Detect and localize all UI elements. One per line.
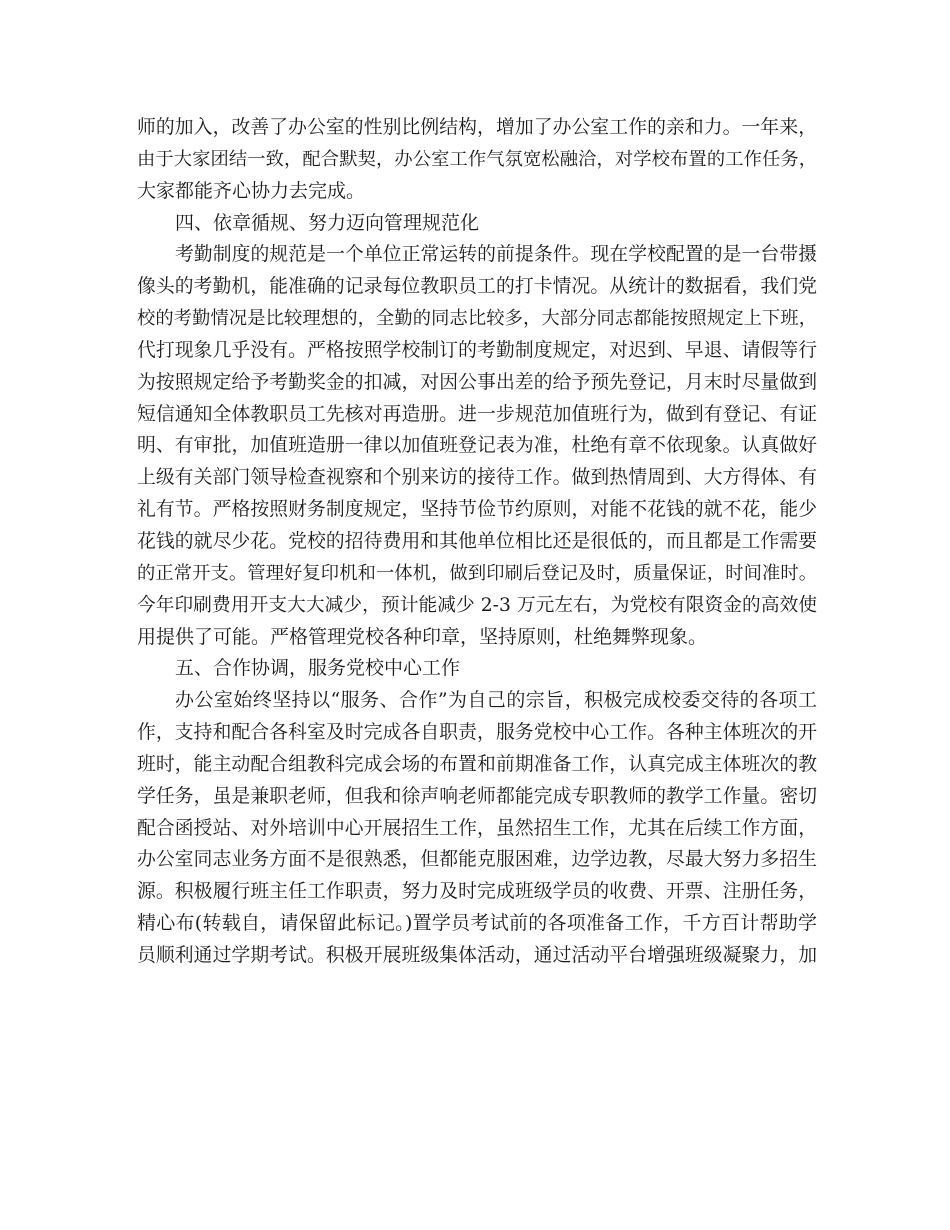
section-heading: 四、依章循规、努力迈向管理规范化: [175, 211, 480, 234]
text-line: 上级有关部门领导检查视察和个别来访的接待工作。做到热情周到、大方得体、有: [137, 467, 817, 489]
text-line: 明、有审批，加值班造册一律以加值班登记表为准，杜绝有章不依现象。认真做好: [137, 435, 817, 457]
text-line: 作，支持和配合各科室及时完成各自职责，服务党校中心工作。各种主体班次的开: [137, 722, 817, 744]
text-line: 校的考勤情况是比较理想的，全勤的同志比较多，大部分同志都能按照规定上下班，: [137, 308, 817, 330]
text-line: 考勤制度的规范是一个单位正常运转的前提条件。现在学校配置的是一台带摄: [175, 244, 817, 266]
text-line: 为按照规定给予考勤奖金的扣减，对因公事出差的给予预先登记，月末时尽量做到: [137, 371, 817, 393]
text-line: 源。积极履行班主任工作职责，努力及时完成班级学员的收费、开票、注册任务，: [137, 881, 817, 903]
section-heading: 五、合作协调，服务党校中心工作: [175, 657, 461, 680]
text-line: 花钱的就尽少花。党校的招待费用和其他单位相比还是很低的，而且都是工作需要: [137, 530, 817, 552]
text-line: 礼有节。严格按照财务制度规定，坚持节俭节约原则，对能不花钱的就不花，能少: [137, 499, 817, 521]
text-line: 短信通知全体教职员工先核对再造册。进一步规范加值班行为，做到有登记、有证: [137, 403, 817, 425]
text-line: 大家都能齐心协力去完成。: [137, 179, 366, 202]
text-line: 今年印刷费用开支大大减少，预计能减少 2-3 万元左右，为党校有限资金的高效使: [137, 594, 817, 616]
text-line: 学任务，虽是兼职老师，但我和徐声响老师都能完成专职教师的教学工作量。密切: [137, 785, 817, 807]
text-line: 像头的考勤机，能准确的记录每位教职员工的打卡情况。从统计的数据看，我们党: [137, 276, 817, 298]
document-body-text: [137, 112, 817, 972]
text-line: 配合函授站、对外培训中心开展招生工作，虽然招生工作，尤其在后续工作方面，: [137, 817, 817, 839]
text-line: 班时，能主动配合组教科完成会场的布置和前期准备工作，认真完成主体班次的教: [137, 753, 817, 775]
text-line: 办公室同志业务方面不是很熟悉，但都能克服困难，边学边教，尽最大努力多招生: [137, 849, 817, 871]
text-line: 的正常开支。管理好复印机和一体机，做到印刷后登记及时，质量保证，时间准时。: [137, 562, 817, 584]
text-line: 师的加入，改善了办公室的性别比例结构，增加了办公室工作的亲和力。一年来，: [137, 117, 817, 138]
text-line: 用提供了可能。严格管理党校各种印章，坚持原则，杜绝舞弊现象。: [137, 625, 708, 648]
text-line: 办公室始终坚持以“服务、合作”为自己的宗旨，积极完成校委交待的各项工: [175, 689, 817, 712]
text-line: 由于大家团结一致，配合默契，办公室工作气氛宽松融洽，对学校布置的工作任务，: [137, 148, 817, 170]
text-line: 员顺利通过学期考试。积极开展班级集体活动，通过活动平台增强班级凝聚力，加: [137, 944, 817, 966]
text-line: 精心布(转载自，请保留此标记。)置学员考试前的各项准备工作，千方百计帮助学: [137, 912, 817, 935]
text-line: 代打现象几乎没有。严格按照学校制订的考勤制度规定，对迟到、早退、请假等行: [137, 339, 817, 361]
